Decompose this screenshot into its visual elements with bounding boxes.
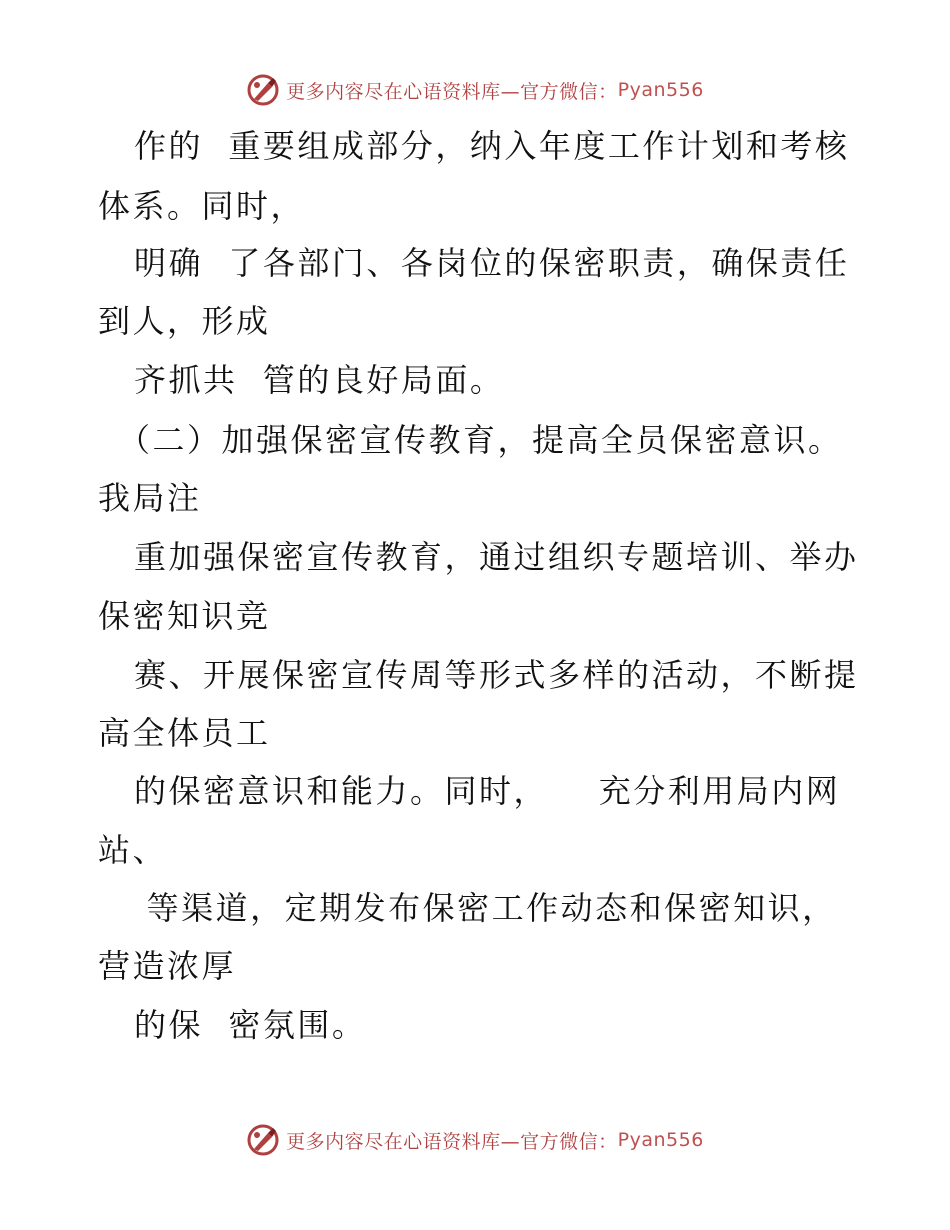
text-line-15: 营造浓厚 xyxy=(98,947,237,985)
text-line-5: 齐抓共 管的良好局面。 xyxy=(134,361,505,399)
footer-banner xyxy=(0,1120,950,1160)
banner-wechat-id: Pyan556 xyxy=(617,1129,704,1151)
text-line-4: 到人，形成 xyxy=(98,302,271,340)
text-line-2: 体系。同时， xyxy=(98,187,306,225)
text-line-11: 高全体员工 xyxy=(98,714,271,752)
text-line-1: 作的 重要组成部分，纳入年度工作计划和考核 xyxy=(134,127,850,165)
pen-logo-icon xyxy=(246,1123,280,1157)
text-line-14: 等渠道，定期发布保密工作动态和保密知识， xyxy=(134,889,837,927)
text-line-7: 我局注 xyxy=(98,479,202,517)
banner-text: 更多内容尽在心语资料库—官方微信： xyxy=(286,80,618,103)
text-line-13: 站、 xyxy=(98,831,168,869)
text-line-9: 保密知识竞 xyxy=(98,597,271,635)
text-line-16: 的保 密氛围。 xyxy=(134,1006,367,1044)
text-line-8: 重加强保密宣传教育，通过组织专题培训、举办 xyxy=(134,538,859,576)
text-line-12: 的保密意识和能力。同时， 充分利用局内网 xyxy=(134,772,841,810)
text-line-10: 赛、开展保密宣传周等形式多样的活动，不断提 xyxy=(134,656,859,694)
text-line-3: 明确 了各部门、各岗位的保密职责，确保责任 xyxy=(134,244,850,282)
text-line-6: （二）加强保密宣传教育，提高全员保密意识。 xyxy=(118,421,843,459)
banner-wechat-id: Pyan556 xyxy=(617,79,704,101)
banner-text: 更多内容尽在心语资料库—官方微信： xyxy=(286,1130,618,1153)
